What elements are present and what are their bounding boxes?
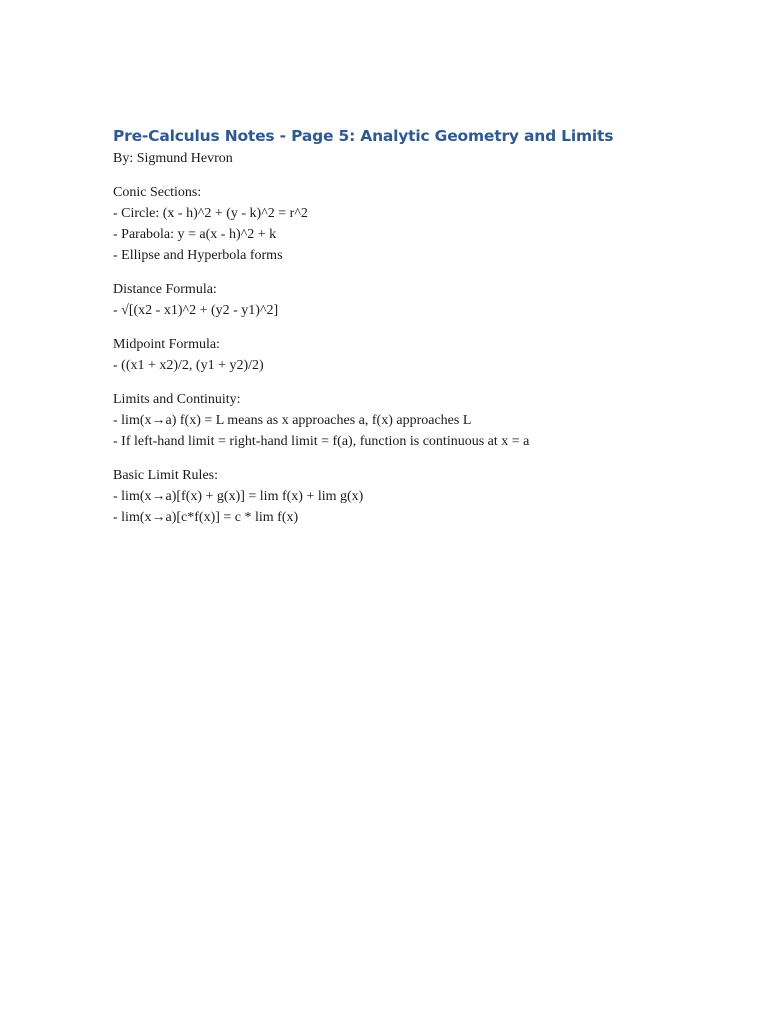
section-heading: Midpoint Formula:: [113, 337, 220, 352]
section-heading: Limits and Continuity:: [113, 392, 241, 407]
section-line: - lim(x→a) f(x) = L means as x approaches a, f(x) approaches L: [113, 413, 472, 428]
section-distance-formula: [113, 279, 713, 321]
section-line: - lim(x→a)[c*f(x)] = c * lim f(x): [113, 510, 299, 525]
section-line: - If left-hand limit = right-hand limit = f(a), function is continuous at x = a: [113, 434, 530, 449]
document-content: [113, 124, 713, 541]
section-line: - Parabola: y = a(x - h)^2 + k: [113, 227, 277, 242]
section-limits-continuity: [113, 389, 713, 452]
author-line: By: Sigmund Hevron: [113, 151, 233, 166]
section-heading: Basic Limit Rules:: [113, 468, 218, 483]
section-heading: Conic Sections:: [113, 185, 202, 200]
section-line: - √[(x2 - x1)^2 + (y2 - y1)^2]: [113, 303, 279, 318]
section-line: - Ellipse and Hyperbola forms: [113, 248, 283, 263]
section-line: - ((x1 + x2)/2, (y1 + y2)/2): [113, 358, 264, 373]
section-line: - Circle: (x - h)^2 + (y - k)^2 = r^2: [113, 206, 308, 221]
page-title: Pre-Calculus Notes - Page 5: Analytic Geometry and Limits: [113, 127, 614, 145]
section-heading: Distance Formula:: [113, 282, 217, 297]
section-line: - lim(x→a)[f(x) + g(x)] = lim f(x) + lim g(x): [113, 489, 364, 504]
section-basic-limit-rules: [113, 465, 713, 528]
section-midpoint-formula: [113, 334, 713, 376]
section-conic-sections: [113, 182, 713, 266]
